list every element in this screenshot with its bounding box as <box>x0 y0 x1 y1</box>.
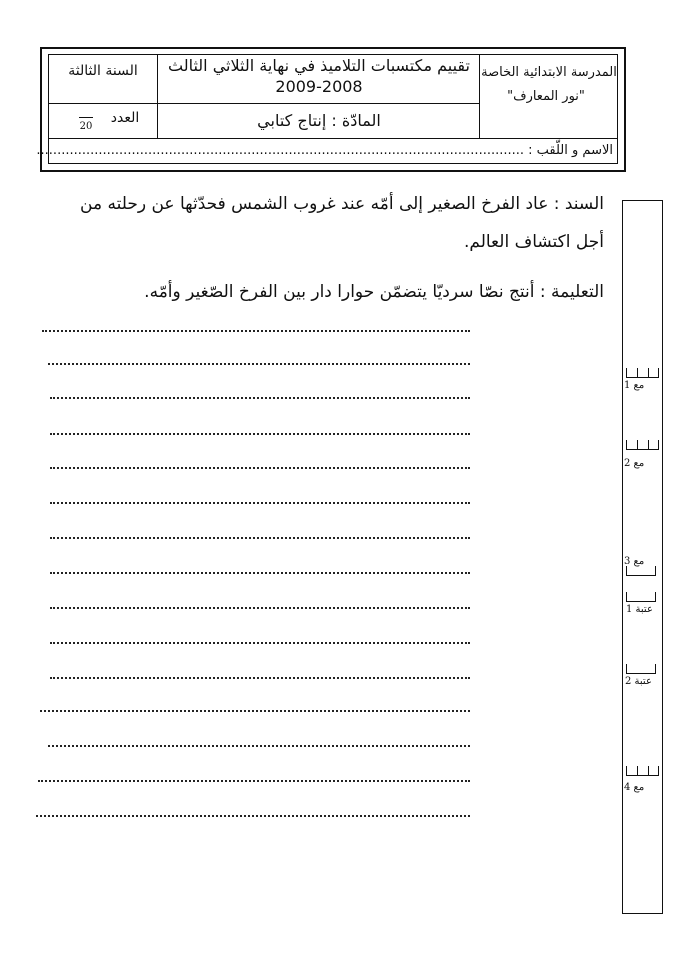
score-box[interactable] <box>626 592 656 602</box>
criterion-label: مع 2 <box>624 458 645 469</box>
score-box[interactable] <box>626 368 659 378</box>
grade-denominator: 20 <box>79 121 93 132</box>
fraction-bar <box>79 117 93 118</box>
score-box[interactable] <box>626 766 659 776</box>
answer-line[interactable] <box>50 431 470 435</box>
answer-line[interactable] <box>42 328 470 332</box>
support-text-line1: السند : عاد الفرخ الصغير إلى أمّه عند غروب الشمس فحدّثها عن رحلته من <box>80 194 604 214</box>
score-box[interactable] <box>626 664 656 674</box>
header-table <box>36 54 618 164</box>
criterion-label: عتبة 1 <box>626 604 653 615</box>
answer-line[interactable] <box>48 743 470 747</box>
criterion-label: عتبة 2 <box>625 676 652 687</box>
grade-label: العدد <box>110 110 140 126</box>
answer-line[interactable] <box>50 535 470 539</box>
criterion-label: مع 1 <box>624 380 645 391</box>
answer-line[interactable] <box>48 361 470 365</box>
year-level: السنة الثالثة <box>68 63 138 79</box>
answer-line[interactable] <box>50 605 470 609</box>
divider <box>157 55 158 138</box>
exam-year: 2009-2008 <box>275 77 363 96</box>
answer-line[interactable] <box>50 395 470 399</box>
answer-line[interactable] <box>50 570 470 574</box>
instruction: التعليمة : أنتج نصّا سرديّا يتضمّن حوارا دار بين الفرخ الصّغير وأمّه. <box>144 282 604 302</box>
school-subtitle: "نور المعارف" <box>507 89 585 104</box>
school-name: المدرسة الابتدائية الخاصة <box>481 65 617 80</box>
exam-title: تقييم مكتسبات التلاميذ في نهاية الثلاثي الثالث <box>168 56 470 75</box>
subject: المادّة : إنتاج كتابي <box>257 111 381 130</box>
answer-line[interactable] <box>50 500 470 504</box>
criterion-label: مع 3 <box>624 556 645 567</box>
answer-line[interactable] <box>38 778 470 782</box>
answer-line[interactable] <box>50 675 470 679</box>
answer-line[interactable] <box>50 465 470 469</box>
answer-line[interactable] <box>40 708 470 712</box>
support-text-line2: أجل اكتشاف العالم. <box>463 232 604 252</box>
divider <box>49 138 617 139</box>
divider <box>49 103 157 104</box>
answer-line[interactable] <box>50 640 470 644</box>
answer-line[interactable] <box>36 813 470 817</box>
score-box[interactable] <box>626 566 656 576</box>
score-box[interactable] <box>626 440 659 450</box>
criterion-label: مع 4 <box>624 782 645 793</box>
divider <box>157 103 479 104</box>
name-field[interactable]: الاسم و اللّقب : ...................................................................................................................... <box>36 143 613 158</box>
divider <box>479 55 480 138</box>
